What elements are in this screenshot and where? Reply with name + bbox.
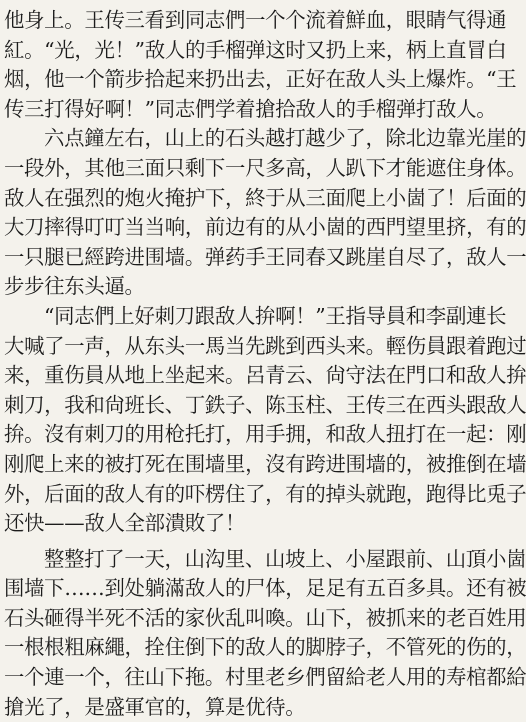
text-line: 还快——敌人全部潰敗了！ [4, 511, 246, 536]
text-line: 一段外，其他三面只剩下一尺多高，人趴下才能遮住身体。 [4, 155, 526, 180]
text-line: 整整打了一天，山沟里、山坡上、小屋跟前、山頂小崮 [44, 546, 526, 571]
paragraph-4 [4, 545, 526, 722]
text-line: 来，重伤員从地上坐起来。呂青云、尙守法在門口和敌人拚 [4, 363, 526, 388]
text-line: 敌人在强烈的炮火掩护下，終于从三面爬上小崮了！后面的 [4, 185, 526, 210]
paragraph-2 [4, 124, 526, 302]
text-line: 一个連一个，往山下拖。村里老乡們留給老人用的寿棺都給 [4, 665, 526, 690]
text-line: 一根根粗麻繩，拴住倒下的敌人的脚脖子，不管死的伤的， [4, 635, 526, 660]
paragraph-3 [4, 302, 526, 539]
text-line: 一只腿已經跨进围墙。弹药手王同春又跳崖自尽了，敌人一 [4, 244, 526, 269]
paragraph-1 [4, 6, 517, 124]
text-line: 刚爬上来的被打死在围墙里，沒有跨进围墙的，被推倒在墙 [4, 451, 526, 476]
text-line: “同志們上好刺刀跟敌人拚啊！”王指导員和李副連长 [44, 303, 507, 328]
text-line: 刺刀，我和尙班长、丁鉄子、陈玉柱、王传三在西头跟敌人 [4, 392, 526, 417]
text-line: 传三打得好啊！”同志們学着搶拾敌人的手榴弹打敌人。 [4, 96, 497, 121]
text-line: 石头砸得半死不活的家伙乱叫喚。山下，被抓来的老百姓用 [4, 605, 526, 630]
text-line: 步步往东头逼。 [4, 274, 145, 299]
text-line: 搶光了，是盛軍官的，算是优待。 [4, 694, 306, 719]
text-line: 拚。沒有刺刀的用枪托打，用手拥，和敌人扭打在一起：刚 [4, 422, 526, 447]
text-line: 六点鐘左右，山上的石头越打越少了，除北边靠光崖的 [44, 126, 526, 151]
text-line: 大刀摔得叮叮当当响，前边有的从小崮的西門望里挤，有的 [4, 215, 526, 240]
text-line: 外，后面的敌人有的吓楞住了，有的掉头就跑，跑得比兎子 [4, 481, 526, 506]
text-line: 他身上。王传三看到同志們一个个流着鮮血，眼睛气得通 [4, 8, 507, 32]
text-line: 紅。“光，光！”敌人的手榴弹这时又扔上来，柄上直冒白 [4, 37, 507, 62]
text-line: 烟，他一个箭步拾起来扔出去，正好在敌人头上爆炸。“王 [4, 67, 517, 92]
text-line: 大喊了一声，从东头一馬当先跳到西头来。輕伤員跟着跑过 [4, 333, 526, 358]
text-line: 围墙下……到处躺滿敌人的尸体，足足有五百多具。还有被 [4, 576, 526, 601]
